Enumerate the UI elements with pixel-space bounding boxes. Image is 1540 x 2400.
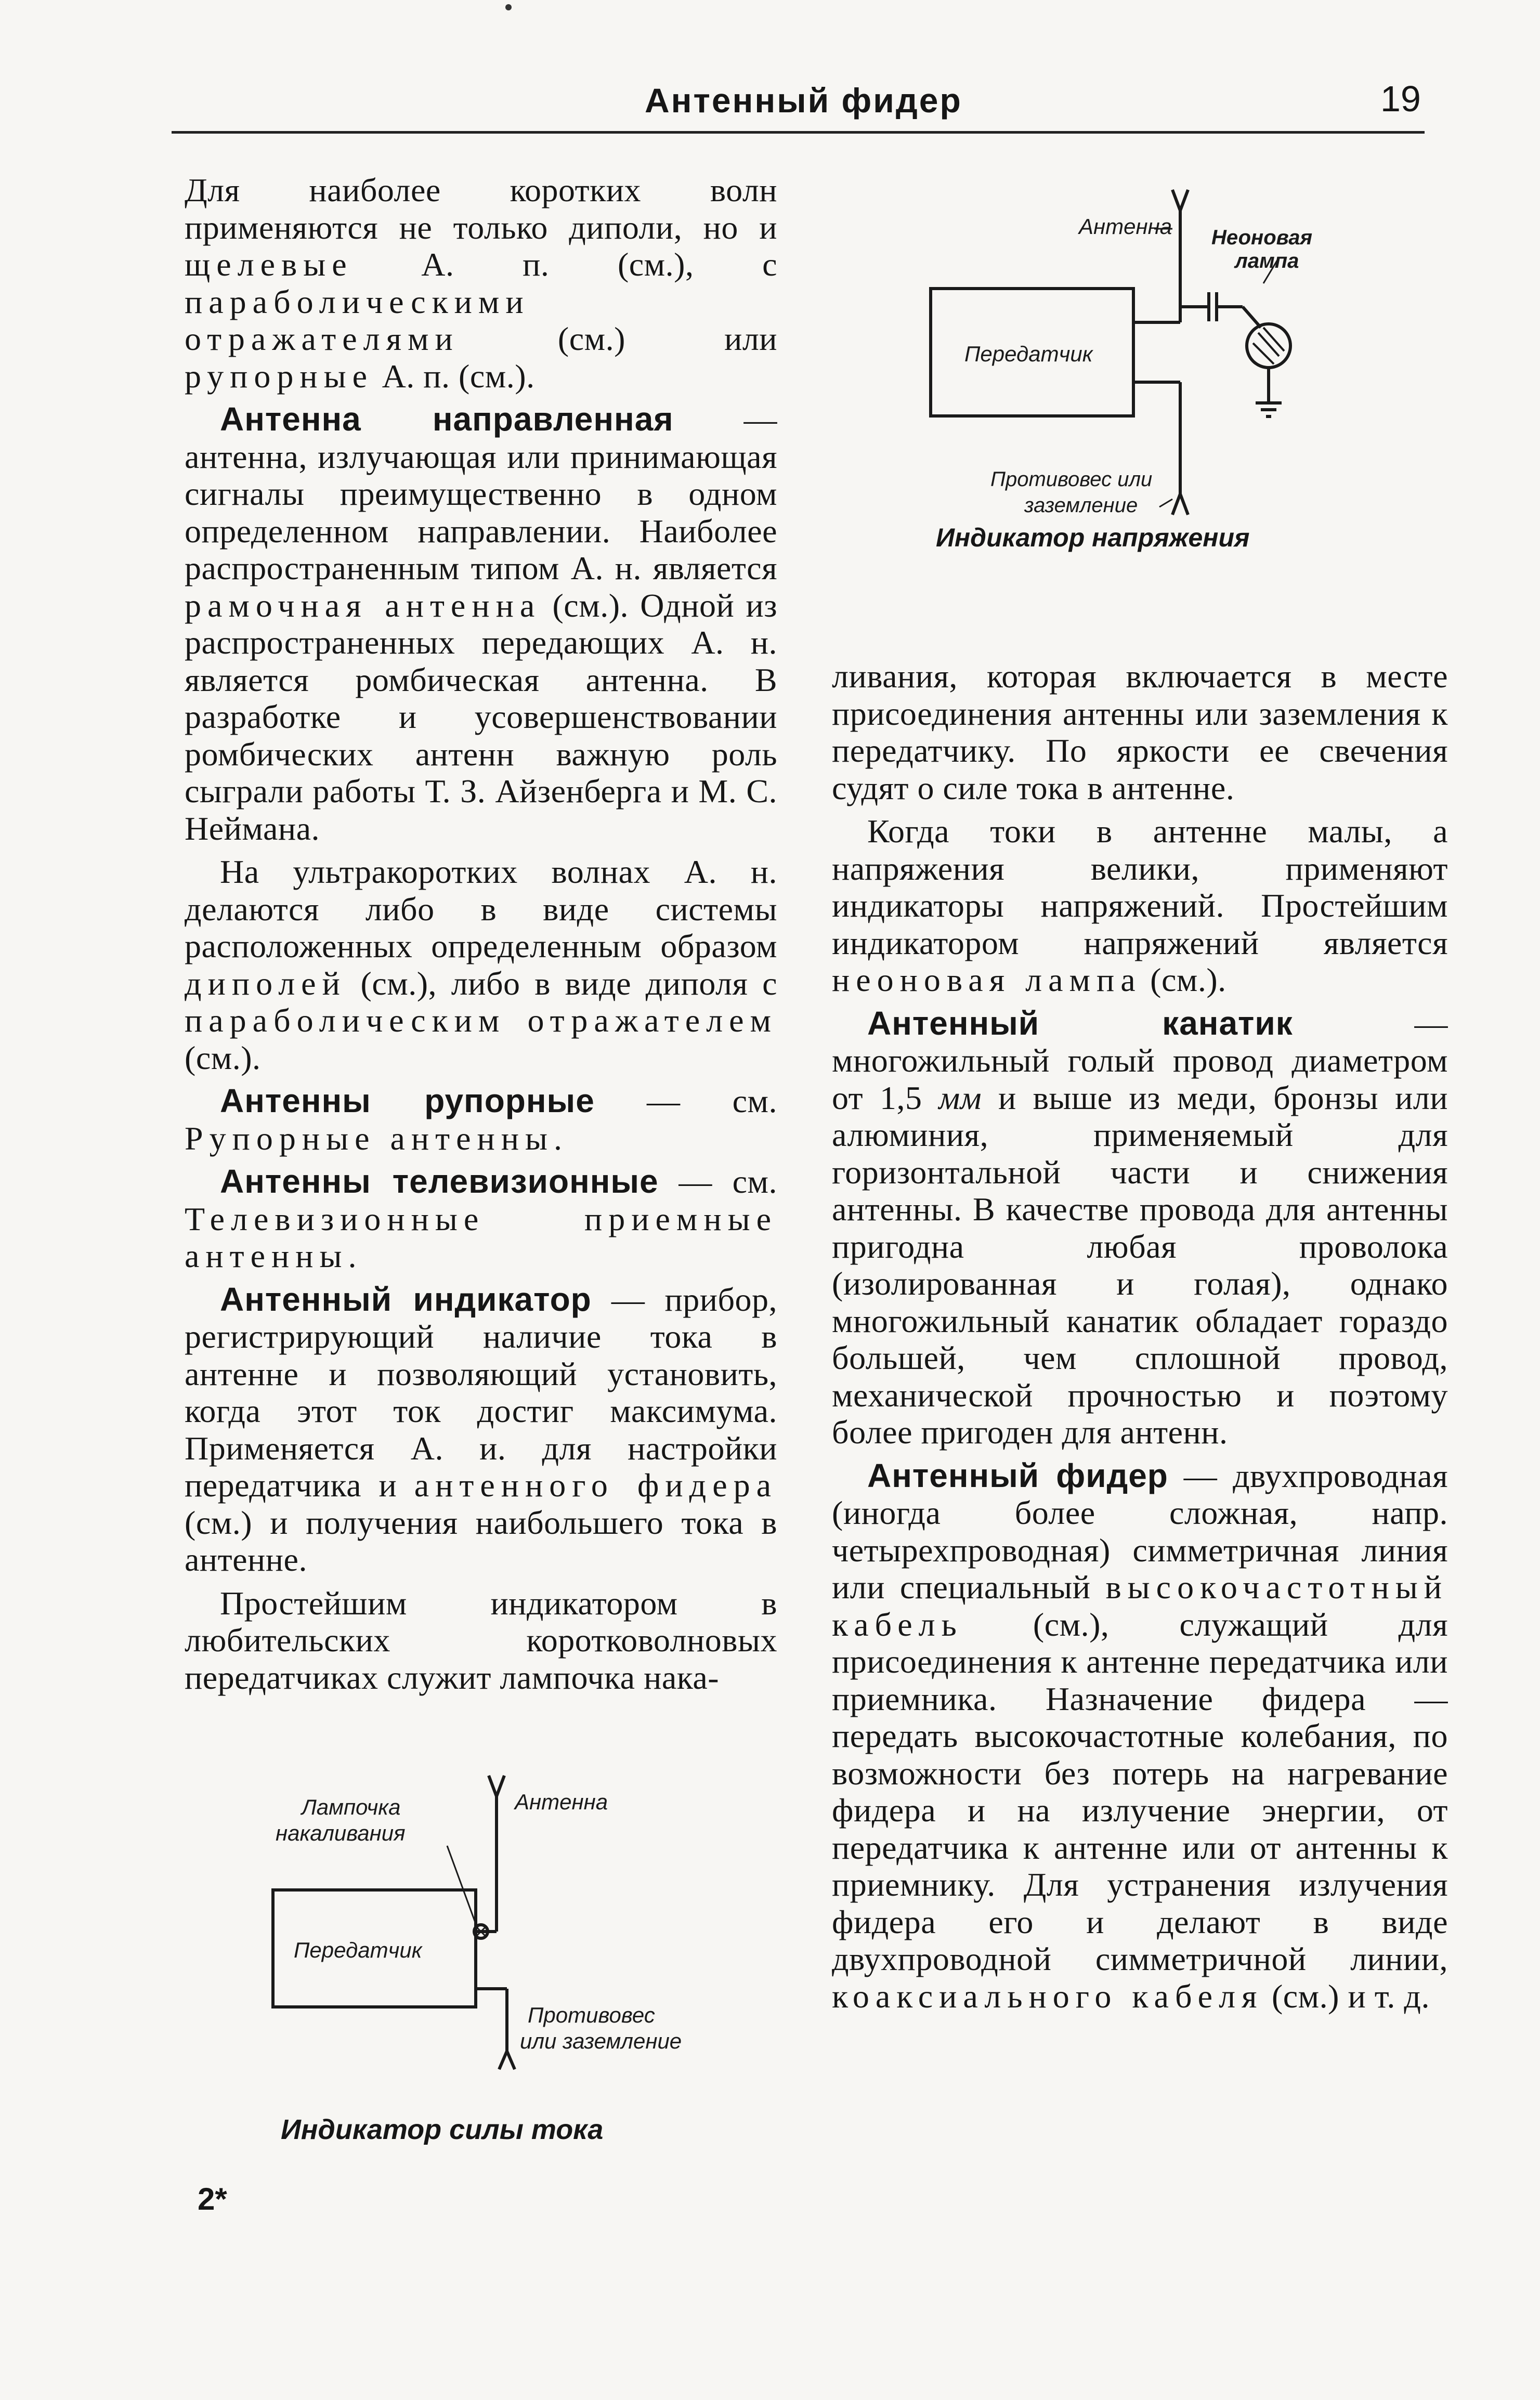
- figure-voltage-caption: Индикатор напряжения: [936, 523, 1250, 552]
- text: (см.), служащий для присоединения к антенне передатчика или приемника. Назначение фидера — передать высокочастотные колебания, по возможности без потерь на нагревание фидера и на излучение энергии, от передатчика к антенне или от антенны к приемнику. Для устранения излучения фидера его и делают в виде двухпроводной симметричной линии,: [832, 1606, 1448, 1977]
- spaced-term: Рупорные антенны: [185, 1119, 554, 1157]
- label-bulb-2: накаливания: [276, 1821, 406, 1845]
- spaced-term: антенного фидера: [414, 1467, 777, 1504]
- spaced-term: параболическими отражателями: [185, 283, 530, 357]
- text: ливания, которая включается в месте присоединения антенны или заземления к передатчику. По яркости ее свечения судят о силе тока в антенне.: [832, 658, 1448, 806]
- text: (см.) и т. д.: [1263, 1977, 1430, 2015]
- label-antenna: Антенна: [515, 1790, 608, 1814]
- text: (см.), либо в виде диполя с: [346, 964, 777, 1002]
- entry-antenna-indicator: [185, 1281, 777, 1579]
- text: .: [554, 1119, 563, 1157]
- entry-term: Антенны рупорные: [220, 1082, 595, 1119]
- entry-tv-antennas: [185, 1163, 777, 1275]
- figure-voltage-indicator: [915, 177, 1435, 572]
- text: (см.) или: [459, 320, 777, 357]
- spaced-term: рамочная антенна: [185, 586, 541, 624]
- label-antenna: Антенна: [1079, 214, 1172, 239]
- current-indicator-schematic: [260, 1763, 749, 2075]
- label-ground-1: Противовес: [528, 2003, 655, 2027]
- text: — двухпроводная (иногда более сложная, напр. четырехпроводная) симметричная линия или специальный: [832, 1457, 1448, 1606]
- paragraph-feeds-intro: [185, 172, 777, 395]
- text: Когда токи в антенне малы, а напряжения велики, применяют индикаторы напряжений. Простейшим индикатором напряжений является: [832, 813, 1448, 961]
- label-transmitter: Передатчик: [964, 342, 1093, 366]
- spaced-term: щелевые: [185, 246, 353, 283]
- entry-antenna-feeder: [832, 1457, 1448, 2015]
- label-ground-2: заземление: [1024, 494, 1138, 517]
- text: (см.). Одной из распространенных передающих А. н. является ромбическая антенна. В разработке и усовершенствовании ромбических антенн важную роль сыграли работы Т. З. Айзенберга и М. С. Неймана.: [185, 586, 778, 847]
- spaced-term: Телевизионные приемные антенны: [185, 1200, 777, 1274]
- label-bulb-1: Лампочка: [302, 1795, 401, 1819]
- spaced-term: коаксиального кабеля: [832, 1977, 1263, 2015]
- spaced-term: неоновая лампа: [832, 961, 1142, 998]
- text: (см.) и получения наибольшего тока в антенне.: [185, 1504, 777, 1578]
- paragraph-bulb-continued: [832, 658, 1448, 806]
- text: А. п. (см.).: [373, 357, 535, 395]
- entry-term: Антенный фидер: [867, 1456, 1168, 1494]
- text: и выше из меди, бронзы или алюминия, применяемый для горизонтальной части и снижения антенны. В качестве провода для антенны пригодна любая проволока (изолированная и голая), однако многожильный канатик обладает гораздо большей, чем сплошной провод, механической прочностью и поэтому более пригоден для антенн.: [832, 1079, 1448, 1451]
- label-ground-1: Противовес или: [990, 468, 1153, 491]
- signature-mark: 2*: [198, 2182, 227, 2216]
- text: А. п. (см.), с: [353, 246, 777, 283]
- counterpoise-symbol: [499, 2051, 515, 2069]
- label-neon-lamp-2: лампа: [1235, 250, 1299, 272]
- text: — см.: [594, 1082, 778, 1119]
- label-ground-2: или заземление: [520, 2029, 682, 2053]
- text: .: [348, 1237, 357, 1274]
- entry-directional-antenna: [185, 401, 777, 847]
- header-rule: [172, 131, 1425, 134]
- entry-term: Антенный индикатор: [220, 1280, 592, 1318]
- print-speck: [505, 4, 512, 10]
- text: На ультракоротких волнах А. н. делаются либо в виде системы расположенных определенным образом: [185, 853, 777, 964]
- spaced-term: диполей: [185, 964, 346, 1002]
- paragraph-simple-indicator: [185, 1585, 777, 1697]
- label-transmitter: Передатчик: [294, 1938, 422, 1962]
- left-column: [185, 172, 777, 1702]
- spaced-term: параболическим отражателем: [185, 1002, 777, 1039]
- label-neon-lamp-1: Неоновая: [1211, 226, 1313, 249]
- entry-horn-antennas: [185, 1082, 777, 1157]
- text: — см.: [658, 1163, 778, 1200]
- spaced-term: рупорные: [185, 357, 374, 395]
- entry-term: Антенна направленная: [220, 400, 674, 438]
- counterpoise-symbol: [1172, 494, 1188, 515]
- antenna-symbol: [489, 1776, 504, 1796]
- text: Простейшим индикатором в любительских коротковолновых передатчиках служит лампочка нака-: [185, 1584, 777, 1696]
- text: — прибор, регистрирующий наличие тока в антенне и позволяющий установить, когда этот ток достиг максимума. Применяется А. и. для настройки передатчика и: [185, 1281, 778, 1504]
- text: (см.).: [185, 1039, 261, 1076]
- running-header-title: Антенный фидер: [645, 81, 962, 120]
- paragraph-uhf: [185, 853, 777, 1076]
- right-column: [832, 658, 1448, 2021]
- text: — многожильный голый провод диаметром от 1,5: [832, 1005, 1448, 1116]
- entry-antenna-wire: [832, 1005, 1448, 1451]
- spaced-term: высокочастотный кабель: [832, 1569, 1448, 1643]
- paragraph-voltage-indicators: [832, 813, 1448, 999]
- voltage-indicator-schematic: [915, 177, 1435, 572]
- figure-current-caption: Индикатор силы тока: [281, 2114, 604, 2145]
- page-number: 19: [1380, 79, 1421, 119]
- entry-term: Антенны телевизионные: [220, 1163, 659, 1200]
- antenna-symbol: [1172, 190, 1188, 211]
- text: — антенна, излучающая или принимающая сигналы преимущественно в одном определенном направлении. Наиболее распространенным типом А. н. является: [185, 401, 777, 586]
- entry-term: Антенный канатик: [867, 1004, 1293, 1042]
- figure-current-indicator: [260, 1763, 749, 2075]
- text: (см.).: [1141, 961, 1226, 998]
- unit: мм: [938, 1079, 982, 1116]
- text: Для наиболее коротких волн применяются не только диполи, но и: [185, 172, 777, 246]
